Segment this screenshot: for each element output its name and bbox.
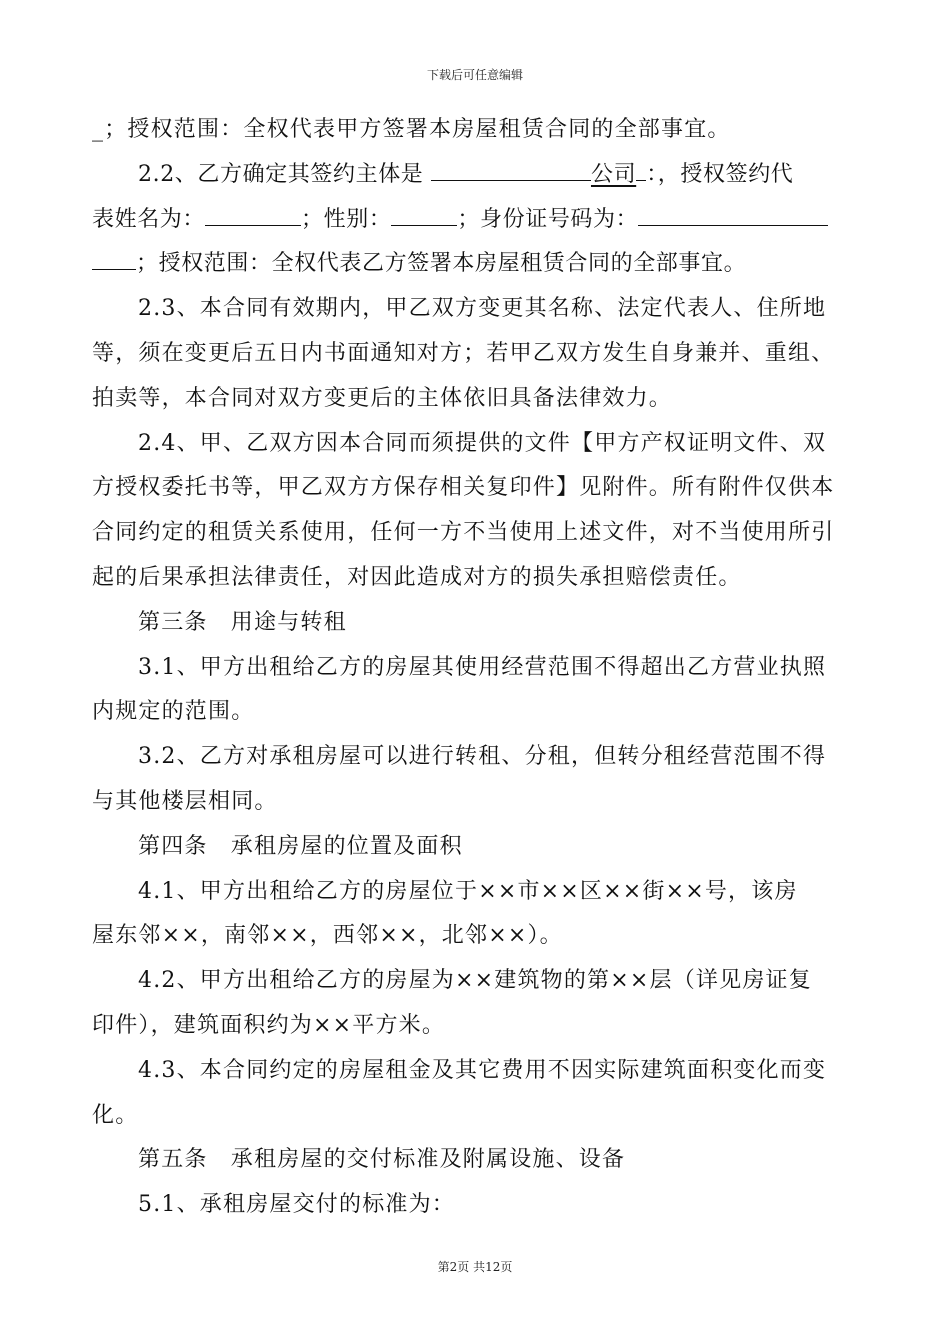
clause-text: ；身份证号码为： [457,206,639,232]
paragraph-line: 拍卖等，本合同对双方变更后的主体依旧具备法律效力。 [92,385,673,411]
clause-text: ；授权范围：全权代表乙方签署本房屋租赁合同的全部事宜。 [136,251,747,277]
clause-text: ；性别： [301,206,392,232]
section-heading: 第三条 用途与转租 [138,609,347,635]
document-body [92,108,860,1228]
blank-field [92,245,136,270]
clause-text: 表姓名为： [92,206,206,232]
paragraph-line: 起的后果承担法律责任，对因此造成对方的损失承担赔偿责任。 [92,564,742,590]
company-label: 公司 [590,161,637,187]
section-heading: 第五条 承租房屋的交付标准及附属设施、设备 [138,1147,626,1173]
section-heading: 第四条 承租房屋的位置及面积 [138,833,463,859]
paragraph-line: _；授权范围：全权代表甲方签署本房屋租赁合同的全部事宜。 [92,117,731,142]
paragraph-line: 印件），建筑面积约为××平方米。 [92,1012,446,1038]
blank-field [391,201,457,226]
blank-field [431,156,591,181]
paragraph-line: 与其他楼层相同。 [92,788,278,814]
paragraph-line: 3.2、乙方对承租房屋可以进行转租、分租，但转分租经营范围不得 [138,744,827,770]
paragraph-line: 4.1、甲方出租给乙方的房屋位于××市××区××街××号，该房 [138,878,798,904]
paragraph-line [92,242,860,287]
blank-field [205,201,301,226]
paragraph-line [92,198,860,243]
paragraph-line: 等，须在变更后五日内书面通知对方；若甲乙双方发生自身兼并、重组、 [92,340,835,366]
paragraph-line [92,153,860,198]
paragraph-line: 4.2、甲方出租给乙方的房屋为××建筑物的第××层（详见房证复 [138,968,812,994]
paragraph-line: 化。 [92,1102,139,1128]
blank-field [638,201,828,226]
paragraph-line: 2.3、本合同有效期内，甲乙双方变更其名称、法定代表人、住所地 [138,296,827,322]
paragraph-line: 方授权委托书等，甲乙双方方保存相关复印件】见附件。所有附件仅供本 [92,475,835,501]
paragraph-line: 3.1、甲方出租给乙方的房屋其使用经营范围不得超出乙方营业执照 [138,654,827,680]
paragraph-line: 5.1、承租房屋交付的标准为： [138,1192,455,1218]
page-footer: 第2页 共12页 [437,1260,513,1274]
paragraph-line: 2.4、甲、乙双方因本合同而须提供的文件【甲方产权证明文件、双 [138,430,827,456]
paragraph-line: 合同约定的租赁关系使用，任何一方不当使用上述文件，对不当使用所引 [92,520,835,546]
paragraph-line: 4.3、本合同约定的房屋租金及其它费用不因实际建筑面积变化而变 [138,1057,827,1083]
clause-text: ：，授权签约代 [646,161,794,187]
page-header: 下载后可任意编辑 [426,68,523,82]
clause-text: 2.2、乙方确定其签约主体是 [138,161,424,187]
paragraph-line: 屋东邻××，南邻××，西邻××，北邻××）。 [92,923,563,949]
blank-field [636,156,646,181]
paragraph-line: 内规定的范围。 [92,699,255,725]
